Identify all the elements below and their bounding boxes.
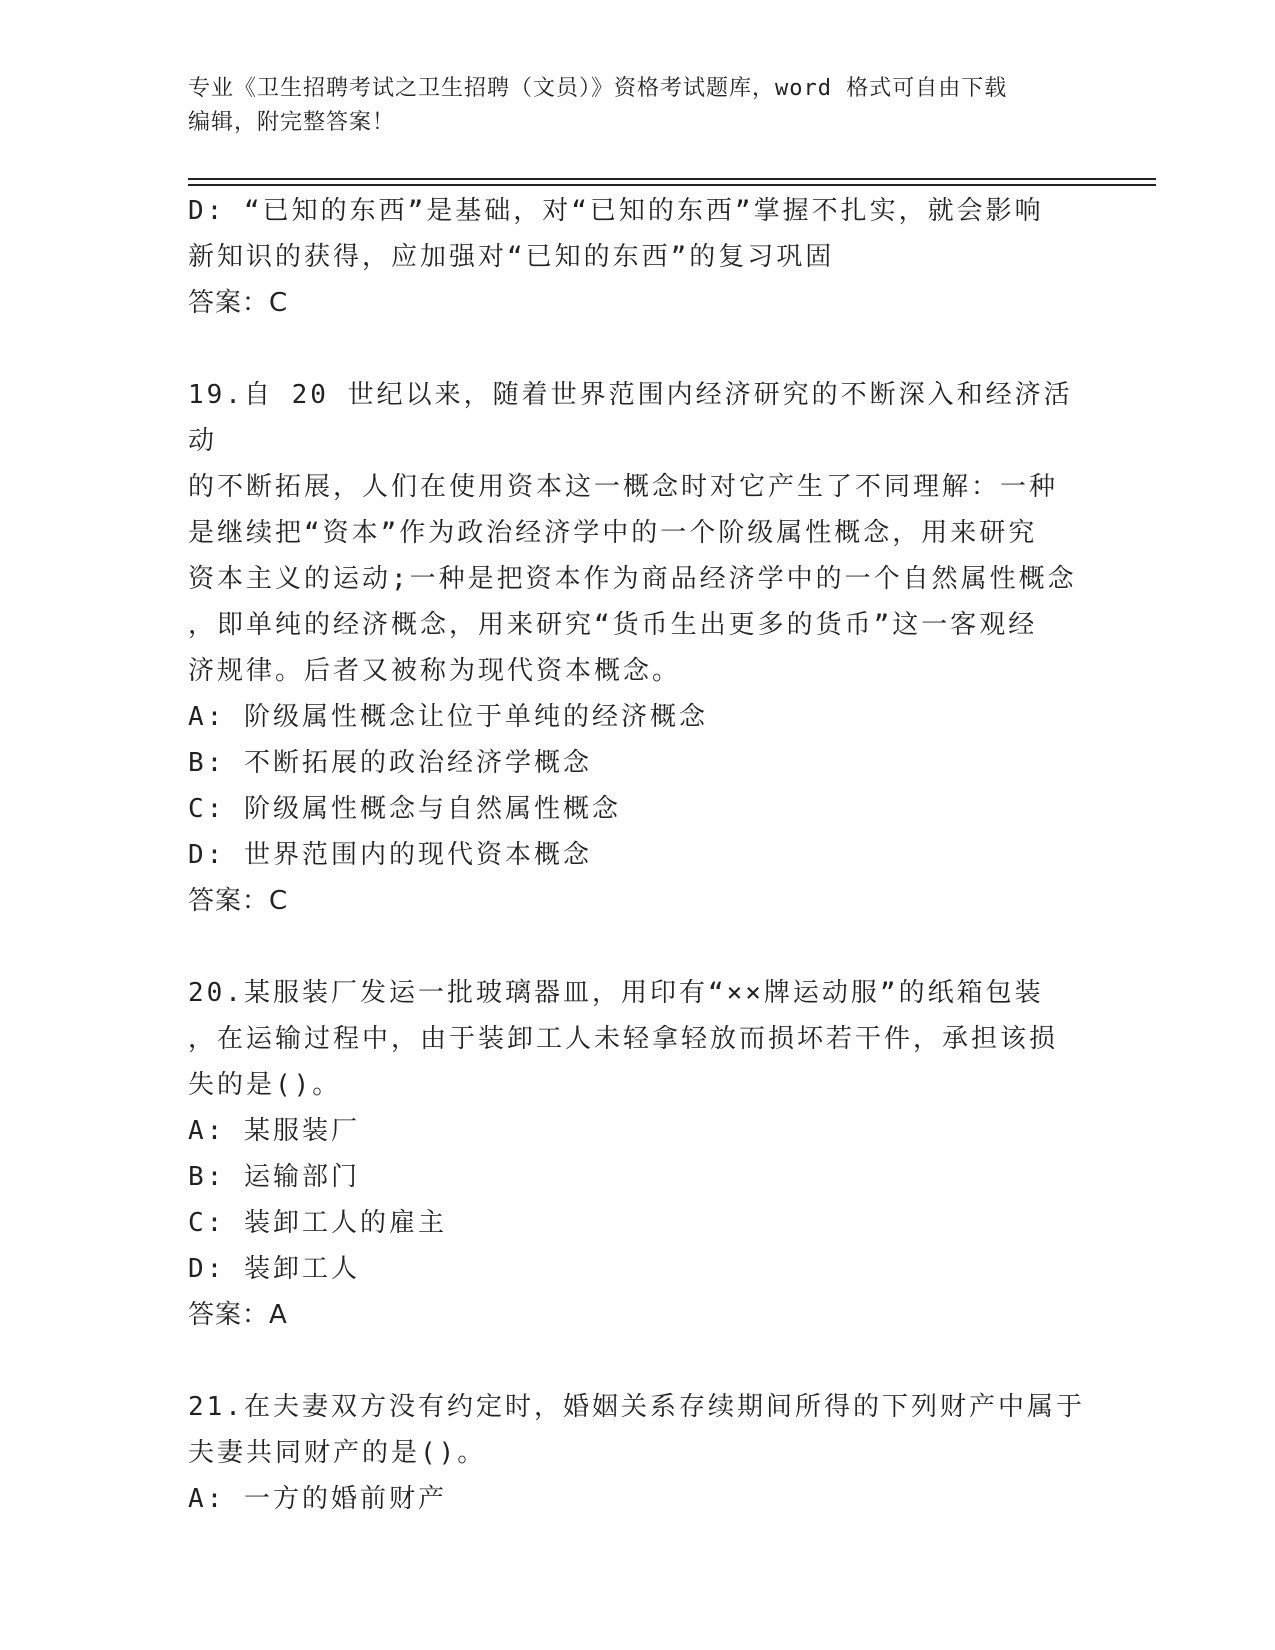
option-d-continued: 新知识的获得，应加强对“已知的东西”的复习巩固 <box>188 242 835 272</box>
answer-line: 答案：C <box>188 288 289 318</box>
option-c: C: 装卸工人的雇主 <box>188 1208 447 1238</box>
option-a: A: 一方的婚前财产 <box>188 1484 447 1514</box>
header-line-2: 编辑，附完整答案！ <box>188 110 396 135</box>
question-stem-line: 失的是()。 <box>188 1070 342 1100</box>
question-stem-line: ，即单纯的经济概念，用来研究“货币生出更多的货币”这一客观经 <box>188 610 1038 640</box>
option-b: B: 不断拓展的政治经济学概念 <box>188 748 592 778</box>
option-a: A: 某服装厂 <box>188 1116 360 1146</box>
answer-line: 答案：A <box>188 1300 288 1330</box>
spacer <box>188 326 1088 372</box>
question-stem-line: 的不断拓展，人们在使用资本这一概念时对它产生了不同理解：一种 <box>188 472 1059 502</box>
page-header <box>188 72 1068 140</box>
option-c: C: 阶级属性概念与自然属性概念 <box>188 794 621 824</box>
question-stem-line: 济规律。后者又被称为现代资本概念。 <box>188 656 682 686</box>
option-a: A: 阶级属性概念让位于单纯的经济概念 <box>188 702 708 732</box>
question-stem-line: ，在运输过程中，由于装卸工人未轻拿轻放而损坏若干件，承担该损 <box>188 1024 1059 1054</box>
question-21 <box>188 1384 1088 1522</box>
question-stem-line: 20.某服装厂发运一批玻璃器皿，用印有“××牌运动服”的纸箱包装 <box>188 978 1044 1008</box>
option-d: D: “已知的东西”是基础，对“已知的东西”掌握不扎实，就会影响 <box>188 196 1044 226</box>
question-stem-line: 19.自 20 世纪以来，随着世界范围内经济研究的不断深入和经济活动 <box>188 380 1073 456</box>
question-content <box>188 188 1088 1522</box>
spacer <box>188 1338 1088 1384</box>
spacer <box>188 924 1088 970</box>
question-stem-line: 21.在夫妻双方没有约定时，婚姻关系存续期间所得的下列财产中属于 <box>188 1392 1085 1422</box>
header-line-1: 专业《卫生招聘考试之卫生招聘（文员）》资格考试题库，word 格式可自由下载 <box>188 76 1008 101</box>
option-d: D: 世界范围内的现代资本概念 <box>188 840 592 870</box>
question-stem-line: 资本主义的运动;一种是把资本作为商品经济学中的一个自然属性概念 <box>188 564 1077 594</box>
header-rule-top <box>188 178 1156 180</box>
header-rule-bottom <box>188 184 1156 186</box>
previous-question-tail <box>188 188 1088 326</box>
option-d: D: 装卸工人 <box>188 1254 360 1284</box>
question-19 <box>188 372 1088 924</box>
question-stem-line: 夫妻共同财产的是()。 <box>188 1438 487 1468</box>
answer-line: 答案：C <box>188 886 289 916</box>
option-b: B: 运输部门 <box>188 1162 360 1192</box>
question-20 <box>188 970 1088 1338</box>
question-stem-line: 是继续把“资本”作为政治经济学中的一个阶级属性概念，用来研究 <box>188 518 1038 548</box>
